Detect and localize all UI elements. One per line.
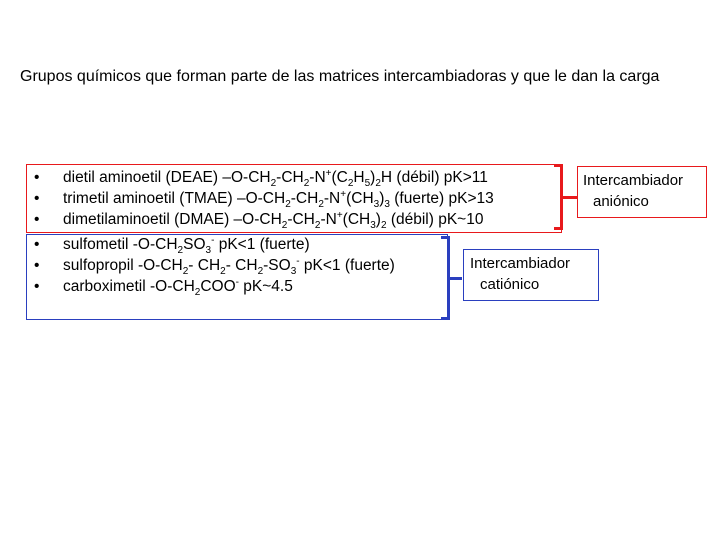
anionic-bracket-tick <box>563 196 577 199</box>
cationic-label-line2: catiónico <box>480 276 540 293</box>
cationic-groups-list <box>34 234 395 297</box>
list-item-dmae: • dimetilaminoetil (DMAE) $-O-CH_2-CH_2-N^+(CH_3)_2$ (débil) pK~10 <box>34 209 494 230</box>
list-item-deae: • dietil aminoetil (DEAE) $-O-CH_2-CH_2-N^+(C_2H_5)_2H$ (débil) pK>11 <box>34 167 494 188</box>
anionic-exchanger-label <box>577 166 707 218</box>
anionic-bracket <box>554 164 563 230</box>
list-item-carboximetil: • carboximetil $-O-CH_2COO^-$ pK~4.5 <box>34 276 395 297</box>
cationic-exchanger-label <box>463 249 599 301</box>
cationic-bracket <box>441 236 450 320</box>
cationic-label-line1: Intercambiador <box>470 255 571 272</box>
list-item-sulfometil: • sulfometil $-O-CH_2SO_3^-$ pK<1 (fuerte) <box>34 234 395 255</box>
list-item-sulfopropil: • sulfopropil $-O-CH_2-$ $CH_2-$ $CH_2-SO_3^-$ pK<1 (fuerte) <box>34 255 395 276</box>
page-title: Grupos químicos que forman parte de las matrices intercambiadoras y que le dan la carga <box>20 68 660 85</box>
list-item-tmae: • trimetil aminoetil (TMAE) $-O-CH_2-CH_2-N^+(CH_3)_3$ (fuerte) pK>13 <box>34 188 494 209</box>
anionic-label-line2: aniónico <box>593 193 649 210</box>
anionic-groups-list <box>34 167 494 230</box>
cationic-bracket-tick <box>450 277 462 280</box>
anionic-label-line1: Intercambiador <box>583 172 684 189</box>
